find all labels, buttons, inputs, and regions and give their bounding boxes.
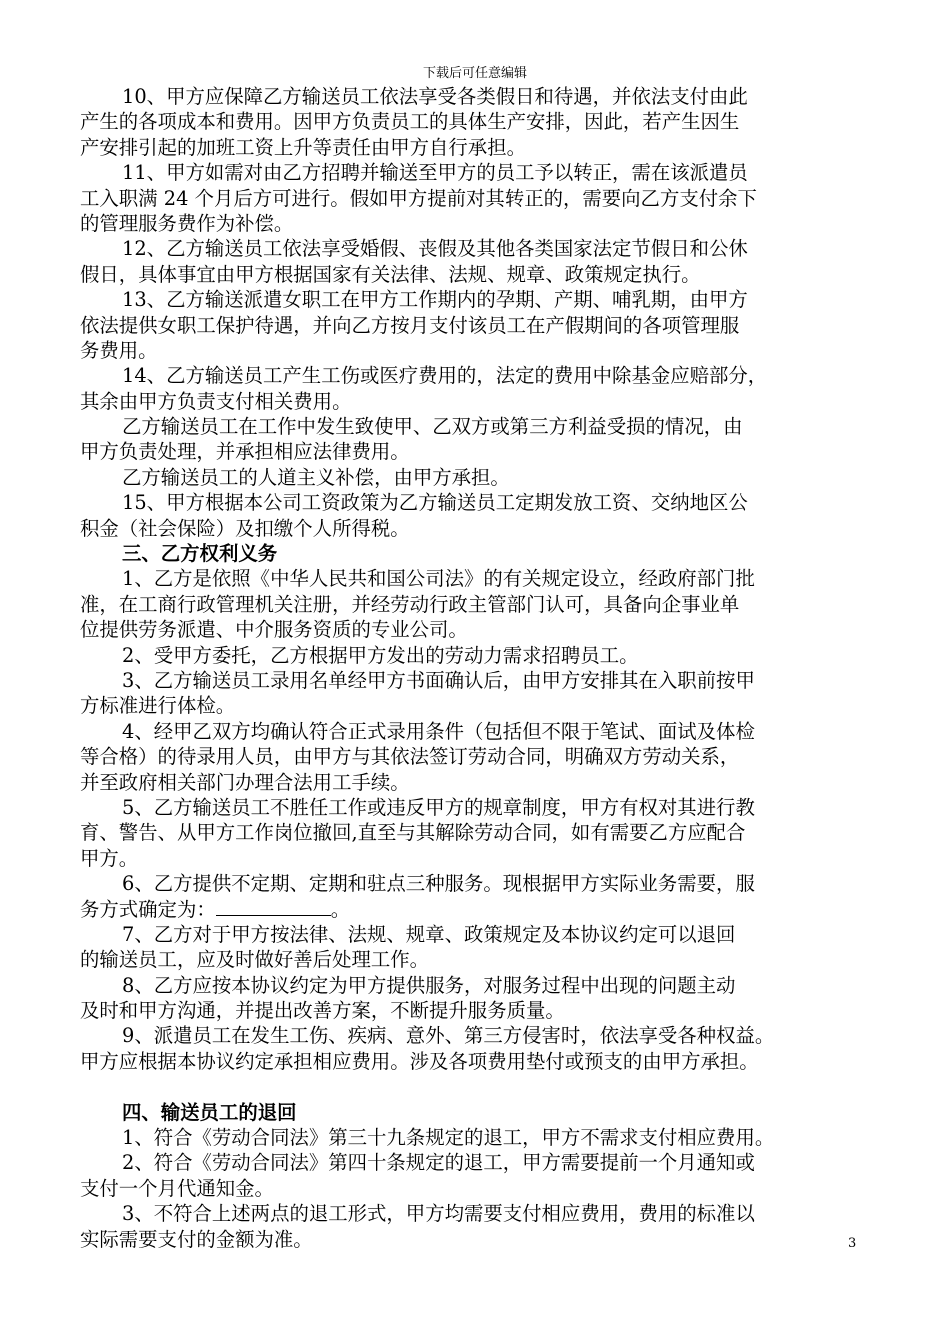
paragraph-line: 1、乙方是依照《中华人民共和国公司法》的有关规定设立，经政府部门批: [122, 567, 755, 591]
paragraph-line: 11、甲方如需对由乙方招聘并输送至甲方的员工予以转正，需在该派遣员: [122, 161, 748, 185]
page-number: 3: [848, 1236, 857, 1251]
paragraph-line: 及时和甲方沟通，并提出改善方案，不断提升服务质量。: [80, 999, 565, 1023]
paragraph-line: 3、不符合上述两点的退工形式，甲方均需要支付相应费用，费用的标准以: [122, 1202, 755, 1226]
header-note: 下载后可任意编辑: [422, 66, 527, 81]
paragraph-line: 乙方输送员工在工作中发生致使甲、乙双方或第三方利益受损的情况，由: [122, 415, 743, 439]
paragraph-line: 12、乙方输送员工依法享受婚假、丧假及其他各类国家法定节假日和公休: [122, 237, 748, 261]
paragraph-line: 8、乙方应按本协议约定为甲方提供服务，对服务过程中出现的问题主动: [122, 973, 736, 997]
paragraph-line: 1、符合《劳动合同法》第三十九条规定的退工，甲方不需求支付相应费用。: [122, 1126, 775, 1150]
document-body: [80, 84, 870, 1252]
paragraph-line: 其余由甲方负责支付相关费用。: [80, 389, 352, 413]
paragraph-line: 位提供劳务派遣、中介服务资质的专业公司。: [80, 618, 468, 642]
paragraph-line: 4、经甲乙双方均确认符合正式录用条件（包括但不限于笔试、面试及体检: [122, 719, 755, 743]
paragraph-line: 的管理服务费作为补偿。: [80, 211, 294, 235]
paragraph-line: 10、甲方应保障乙方输送员工依法享受各类假日和待遇，并依法支付由此: [122, 85, 748, 108]
paragraph-line: 乙方输送员工的人道主义补偿，由甲方承担。: [122, 465, 510, 489]
paragraph-line: 9、派遣员工在发生工伤、疾病、意外、第三方侵害时，依法享受各种权益。: [122, 1024, 775, 1048]
paragraph-line: 3、乙方输送员工录用名单经甲方书面确认后，由甲方安排其在入职前按甲: [122, 668, 755, 692]
paragraph-line: 7、乙方对于甲方按法律、法规、规章、政策规定及本协议约定可以退回: [122, 922, 736, 946]
paragraph-line: 并至政府相关部门办理合法用工手续。: [80, 770, 410, 794]
paragraph-line: 产安排引起的加班工资上升等责任由甲方自行承担。: [80, 135, 526, 159]
paragraph-line: 准，在工商行政管理机关注册，并经劳动行政主管部门认可，具备向企事业单: [80, 592, 740, 616]
paragraph-line: 的输送员工，应及时做好善后处理工作。: [80, 948, 430, 972]
paragraph-line: 方标准进行体检。: [80, 694, 236, 718]
paragraph-line: 2、符合《劳动合同法》第四十条规定的退工，甲方需要提前一个月通知或: [122, 1151, 755, 1175]
paragraph-line: 6、乙方提供不定期、定期和驻点三种服务。现根据甲方实际业务需要，服: [122, 872, 755, 896]
service-mode-blank[interactable]: [216, 897, 331, 916]
section-heading-3: 三、乙方权利义务: [122, 542, 278, 566]
paragraph-line: 积金（社会保险）及扣缴个人所得税。: [80, 516, 410, 540]
section-heading-4: 四、输送员工的退回: [122, 1100, 297, 1124]
paragraph-line-with-blank: [80, 897, 870, 922]
service-mode-label: 务方式确定为：: [80, 897, 216, 921]
paragraph-line: 产生的各项成本和费用。因甲方负责员工的具体生产安排，因此，若产生因生: [80, 110, 740, 134]
paragraph-line: 依法提供女职工保护待遇，并向乙方按月支付该员工在产假期间的各项管理服: [80, 313, 740, 337]
paragraph-line: 14、乙方输送员工产生工伤或医疗费用的，法定的费用中除基金应赔部分，: [122, 364, 768, 388]
paragraph-line: 13、乙方输送派遣女职工在甲方工作期内的孕期、产期、哺乳期，由甲方: [122, 288, 748, 312]
paragraph-line: 育、警告、从甲方工作岗位撤回,直至与其解除劳动合同，如有需要乙方应配合: [80, 821, 746, 845]
spacer: [80, 1074, 870, 1099]
period-mark: 。: [330, 897, 351, 921]
paragraph-line: 甲方负责处理，并承担相应法律费用。: [80, 440, 410, 464]
paragraph-line: 5、乙方输送员工不胜任工作或违反甲方的规章制度，甲方有权对其进行教: [122, 795, 755, 819]
paragraph-line: 支付一个月代通知金。: [80, 1176, 274, 1200]
paragraph-line: 2、受甲方委托，乙方根据甲方发出的劳动力需求招聘员工。: [122, 643, 639, 667]
paragraph-line: 等合格）的待录用人员，由甲方与其依法签订劳动合同，明确双方劳动关系，: [80, 745, 740, 769]
paragraph-line: 工入职满 24 个月后方可进行。假如甲方提前对其转正的，需要向乙方支付余下: [80, 186, 757, 210]
paragraph-line: 甲方应根据本协议约定承担相应费用。涉及各项费用垫付或预支的由甲方承担。: [80, 1049, 759, 1073]
paragraph-line: 务费用。: [80, 338, 158, 362]
paragraph-line: 15、甲方根据本公司工资政策为乙方输送员工定期发放工资、交纳地区公: [122, 491, 748, 515]
paragraph-line: 假日，具体事宜由甲方根据国家有关法律、法规、规章、政策规定执行。: [80, 262, 701, 286]
paragraph-line: 甲方。: [80, 846, 139, 870]
paragraph-line: 实际需要支付的金额为准。: [80, 1227, 313, 1251]
